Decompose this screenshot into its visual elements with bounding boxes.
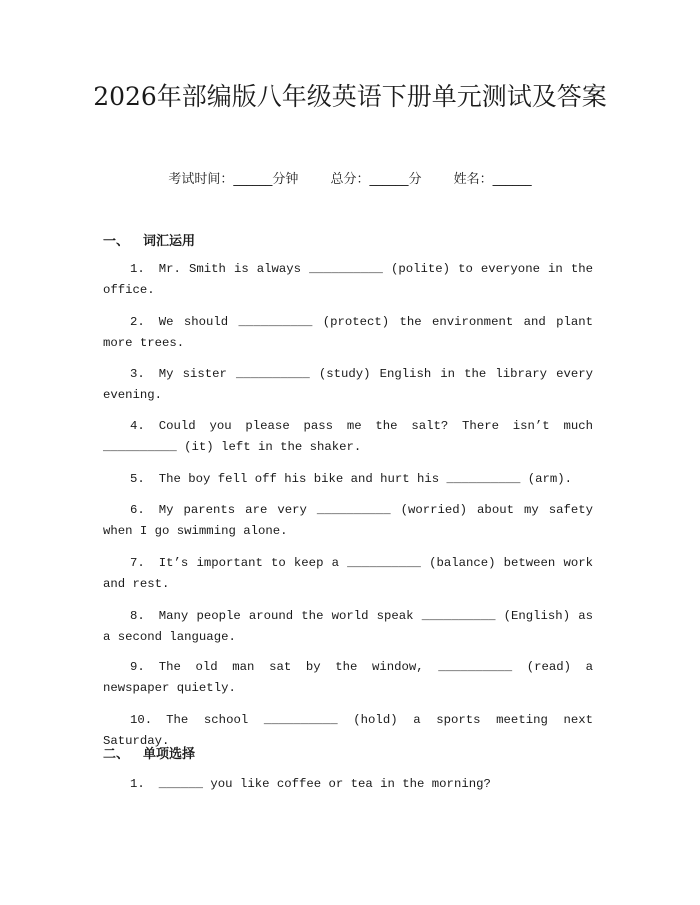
question-text: My parents are very __________ (worried) about my safety when I go swimming alone. — [103, 503, 593, 538]
student-name: 姓名：______ — [453, 172, 532, 187]
question-number: 5. — [130, 472, 145, 486]
exam-time: 考试时间：______分钟 — [168, 172, 299, 187]
section-title: 词汇运用 — [143, 234, 196, 249]
question-text: Could you please pass me the salt? There isn’t much __________ (it) left in the shaker. — [103, 419, 593, 454]
question-number: 1. — [130, 777, 145, 791]
section-title: 单项选择 — [143, 747, 196, 762]
question-item — [103, 259, 593, 301]
question-text: Mr. Smith is always __________ (polite) to everyone in the office. — [103, 262, 593, 297]
question-item — [103, 416, 593, 458]
question-item — [103, 553, 593, 595]
question-item — [103, 606, 593, 648]
question-item — [103, 312, 593, 354]
question-number: 2. — [130, 315, 145, 329]
question-number: 10. — [130, 713, 153, 727]
question-text: My sister __________ (study) English in the library every evening. — [103, 367, 593, 402]
question-number: 7. — [130, 556, 145, 570]
question-number: 8. — [130, 609, 145, 623]
question-text: ______ you like coffee or tea in the morning? — [158, 777, 491, 791]
question-item — [103, 500, 593, 542]
question-number: 9. — [130, 660, 145, 674]
question-item — [103, 774, 593, 795]
question-text: We should __________ (protect) the environment and plant more trees. — [103, 315, 593, 350]
question-text: The old man sat by the window, __________ (read) a newspaper quietly. — [103, 660, 593, 695]
exam-info — [0, 168, 700, 187]
question-number: 1. — [130, 262, 145, 276]
total-score: 总分：______分 — [330, 172, 422, 187]
question-number: 6. — [130, 503, 145, 517]
page-title: 2026年部编版八年级英语下册单元测试及答案 — [93, 82, 607, 111]
question-item — [103, 469, 593, 490]
section-number: 二、 — [103, 747, 130, 762]
section-heading-vocabulary — [103, 230, 195, 249]
question-item — [103, 364, 593, 406]
question-text: The boy fell off his bike and hurt his __________ (arm). — [158, 472, 573, 486]
section-heading-multiple-choice — [103, 743, 195, 762]
section-number: 一、 — [103, 234, 130, 249]
question-item — [103, 657, 593, 699]
question-text: It’s important to keep a __________ (balance) between work and rest. — [103, 556, 593, 591]
question-number: 3. — [130, 367, 145, 381]
question-text: The school __________ (hold) a sports meeting next Saturday. — [103, 713, 593, 748]
question-text: Many people around the world speak __________ (English) as a second language. — [103, 609, 593, 644]
question-number: 4. — [130, 419, 145, 433]
